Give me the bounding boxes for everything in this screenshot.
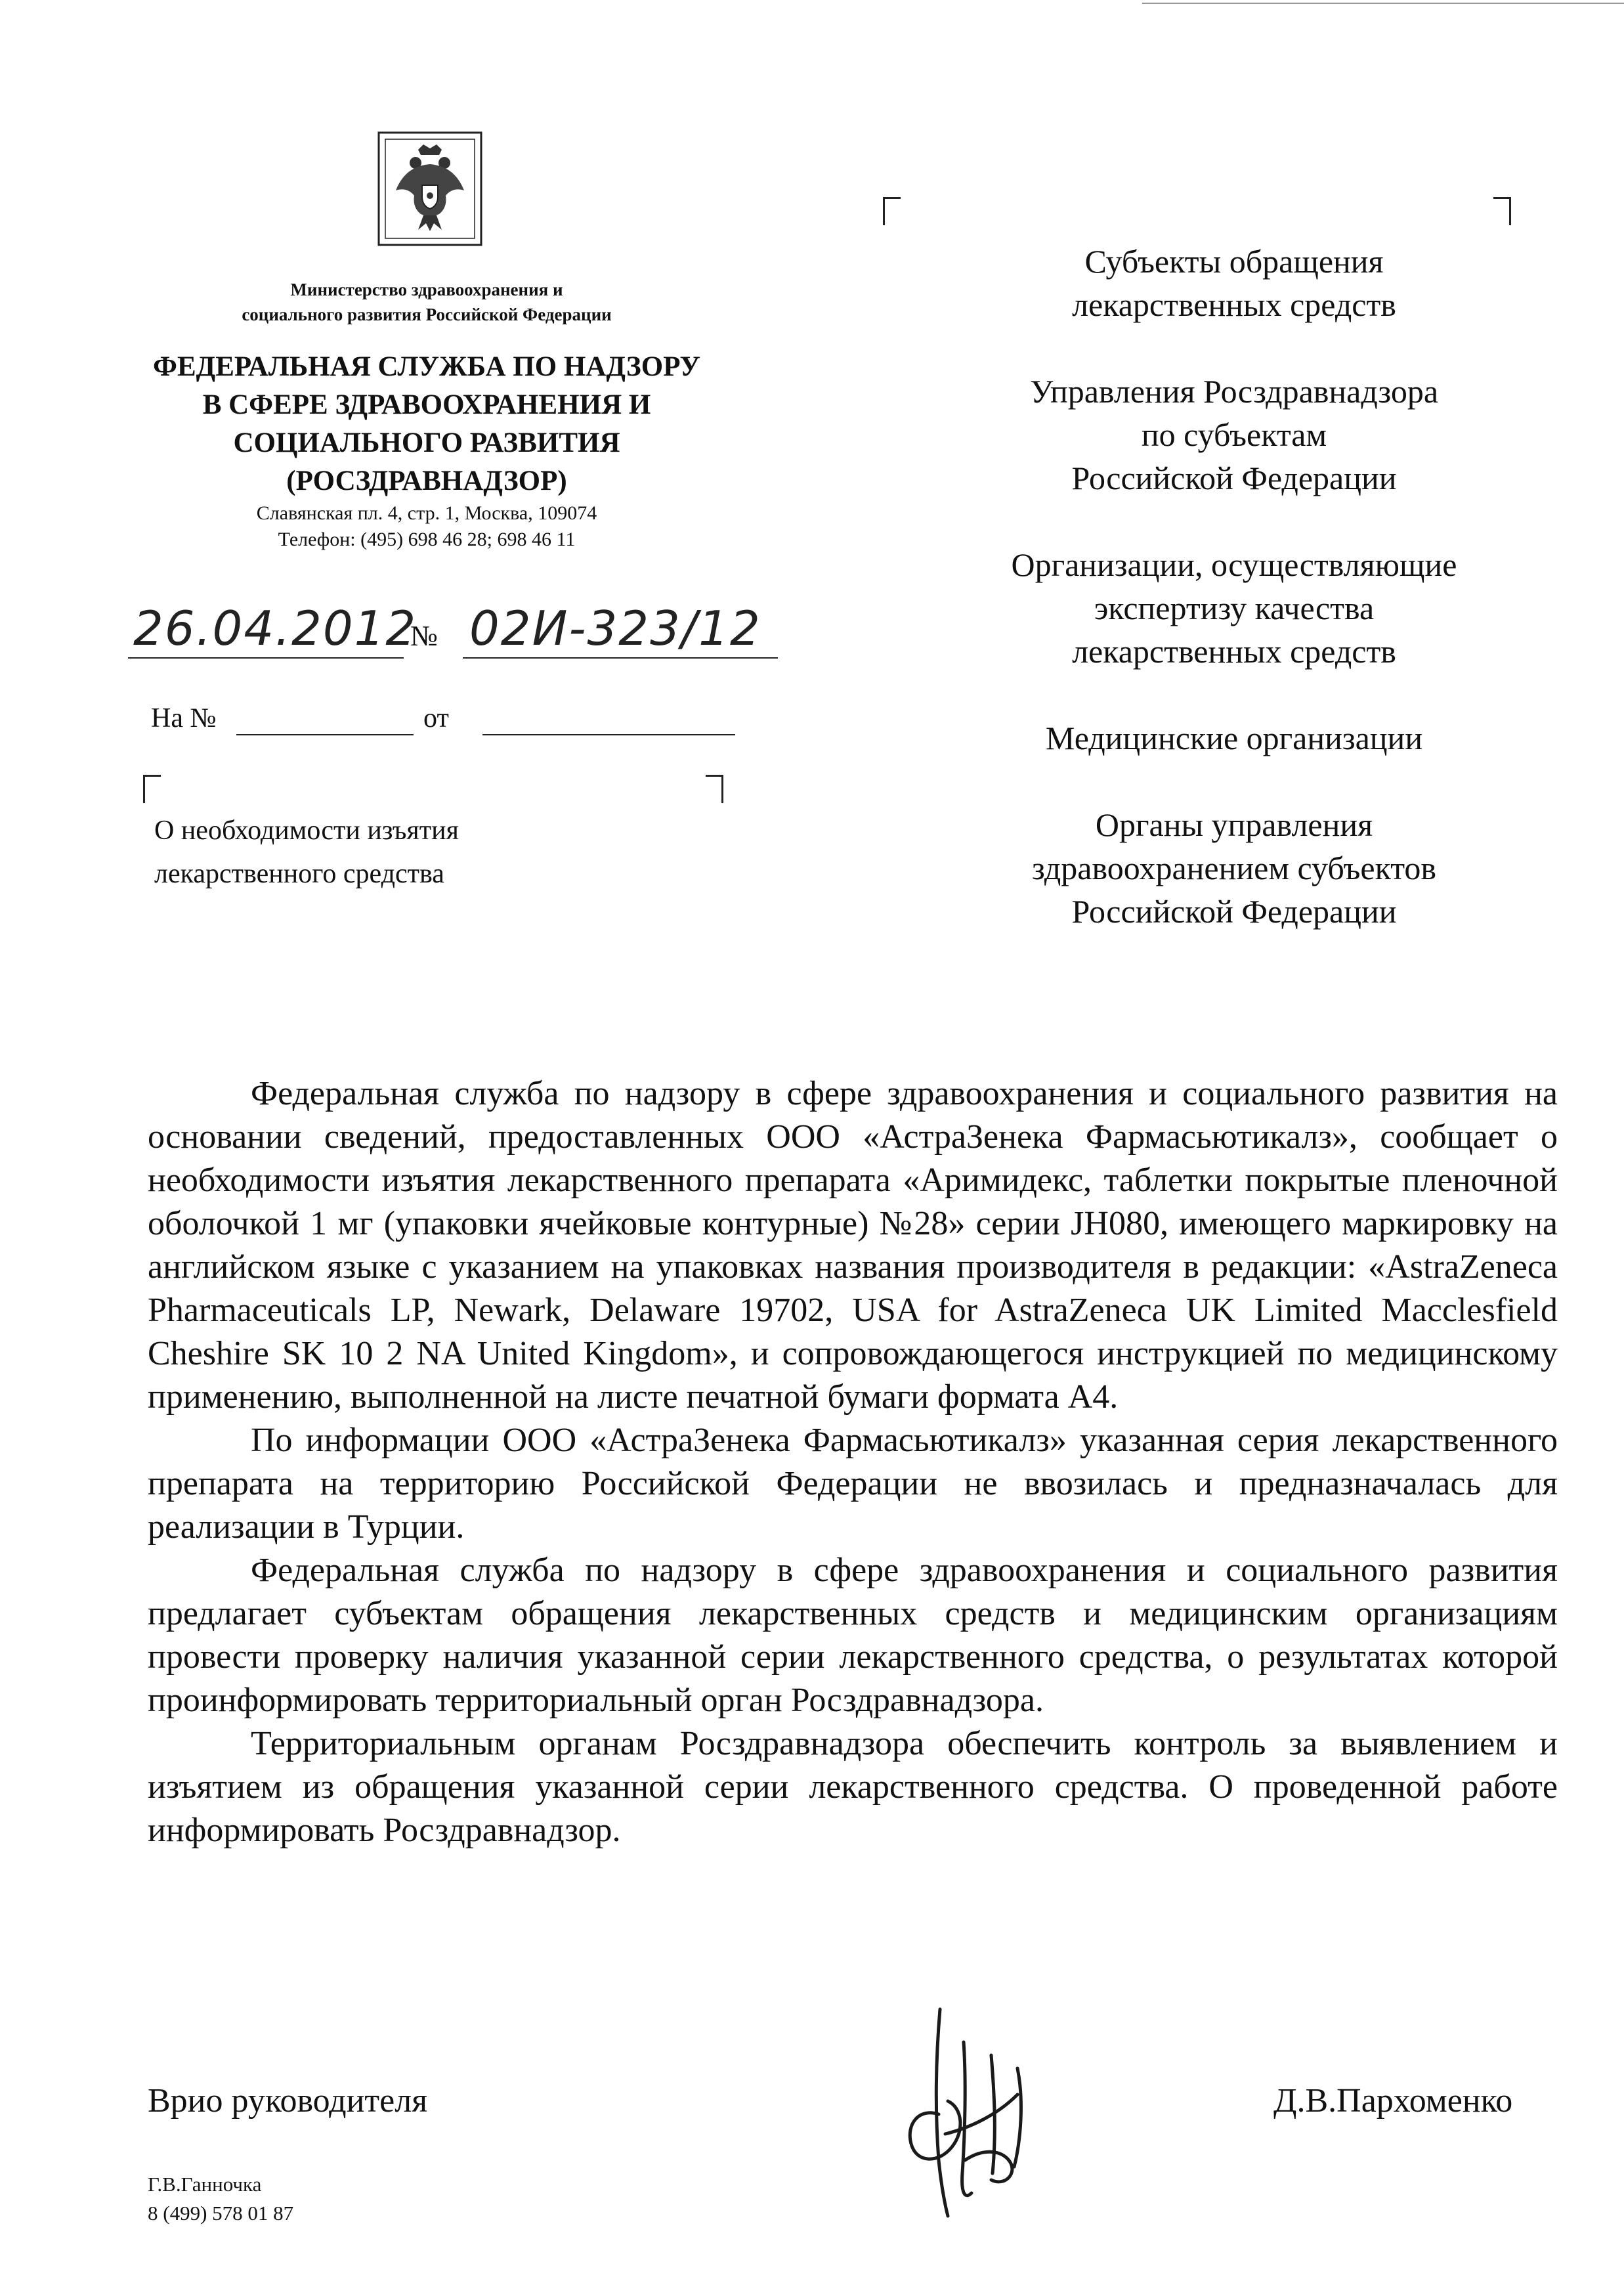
ref-date-blank	[482, 734, 735, 735]
addressee-line: Управления Росздравнадзора	[1029, 373, 1439, 410]
registration-date	[128, 601, 417, 666]
addressee-line: лекарственных средств	[1072, 286, 1396, 323]
executor-info	[148, 2170, 293, 2228]
registration-number-value: 02И-323/12	[469, 601, 761, 656]
service-line: СОЦИАЛЬНОГО РАЗВИТИЯ	[233, 427, 620, 458]
addressee-line: лекарственных средств	[1072, 633, 1396, 670]
addressee-line: экспертизу качества	[1094, 590, 1375, 626]
body-paragraph: Территориальным органам Росздравнадзора обеспечить контроль за выявлением и изъятием из обращения указанной серии лекарственного средства. О проведенной работе информировать Росздравнадзор.	[148, 1725, 1558, 1849]
addressee-list	[919, 240, 1549, 976]
top-edge-line	[1142, 3, 1624, 4]
addressee-line: Субъекты обращения	[1084, 243, 1384, 280]
date-underline	[128, 657, 404, 659]
signatory-name: Д.В.Пархоменко	[1273, 2082, 1513, 2120]
ref-from-label: от	[423, 703, 449, 733]
ministry-name	[131, 277, 722, 327]
addressee-group	[919, 543, 1549, 673]
registration-line	[128, 601, 798, 673]
coat-of-arms-icon	[377, 131, 482, 246]
addressee-line: Российской Федерации	[1071, 893, 1397, 930]
service-name	[85, 348, 768, 500]
phone-line: Телефон: (495) 698 46 28; 698 46 11	[278, 529, 576, 550]
subject-corner-left	[143, 775, 161, 803]
addressee-group	[919, 803, 1549, 933]
number-sign: №	[410, 620, 438, 652]
addressee-line: Российской Федерации	[1071, 460, 1397, 496]
body-paragraph: Федеральная служба по надзору в сфере здравоохранения и социального развития предлагает субъектам обращения лекарственных средств и медицинским организациям провести проверку наличия указанной серии лекарственного средства, о результатах которой проинформировать территориальный орган Росздравнадзора.	[148, 1552, 1558, 1719]
signatory-role: Врио руководителя	[148, 2082, 428, 2120]
handwritten-signature-icon	[880, 2003, 1057, 2219]
body-paragraph: По информации ООО «АстраЗенека Фармасьютикалз» указанная серия лекарственного препарата на территорию Российской Федерации не ввозилась и предназначалась для реализации в Турции.	[148, 1422, 1558, 1546]
addressee-group	[919, 370, 1549, 500]
body-paragraph: Федеральная служба по надзору в сфере здравоохранения и социального развития на основании сведений, предоставленных ООО «АстраЗенека Фармасьютикалз», сообщает о необходимости изъятия лекарственного препарата «Аримидекс, таблетки покрытые пленочной оболочкой 1 мг (упаковки ячейковые контурные) №28» серии JH080, имеющего маркировку на английском языке с указанием на упаковках названия производителя в редакции: «AstraZeneca Pharmaceuticals LP, Newark, Delaware 19702, USA for AstraZeneca UK Limited Macclesfield Cheshire SK 10 2 NA United Kingdom», и сопровождающегося инструкцией по медицинскому применению, выполненной на листе печатной бумаги формата А4.	[148, 1075, 1558, 1416]
letter-body	[148, 1072, 1558, 1852]
service-line: ФЕДЕРАЛЬНАЯ СЛУЖБА ПО НАДЗОРУ	[153, 351, 700, 382]
service-address	[131, 500, 722, 553]
ministry-line: Министерство здравоохранения и	[290, 280, 563, 299]
addressee-line: Органы управления	[1095, 806, 1373, 843]
addressee-line: здравоохранением субъектов	[1031, 850, 1437, 886]
addressee-group	[919, 240, 1549, 326]
executor-phone: 8 (499) 578 01 87	[148, 2202, 294, 2225]
addressee-line: по субъектам	[1141, 416, 1327, 453]
reference-line	[151, 703, 742, 742]
registration-number	[463, 601, 791, 666]
addressee-corner-left	[883, 197, 901, 225]
ref-number-label: На №	[151, 703, 217, 733]
subject-line: О необходимости изъятия	[154, 815, 459, 846]
subject-corner-right	[706, 775, 723, 803]
executor-name: Г.В.Ганночка	[148, 2173, 262, 2196]
address-line: Славянская пл. 4, стр. 1, Москва, 109074	[256, 502, 597, 524]
registration-date-value: 26.04.2012	[133, 601, 417, 656]
subject-line: лекарственного средства	[154, 859, 444, 889]
service-line: (РОСЗДРАВНАДЗОР)	[286, 466, 567, 496]
addressee-corner-right	[1493, 197, 1511, 225]
addressee-line: Организации, осуществляющие	[1011, 546, 1457, 583]
number-underline	[463, 657, 778, 659]
addressee-group	[919, 716, 1549, 760]
ministry-line: социального развития Российской Федерации	[242, 305, 612, 324]
addressee-line: Медицинские организации	[1045, 720, 1423, 756]
service-line: В СФЕРЕ ЗДРАВООХРАНЕНИЯ И	[202, 389, 651, 420]
ref-number-blank	[236, 734, 414, 735]
subject	[154, 809, 745, 896]
